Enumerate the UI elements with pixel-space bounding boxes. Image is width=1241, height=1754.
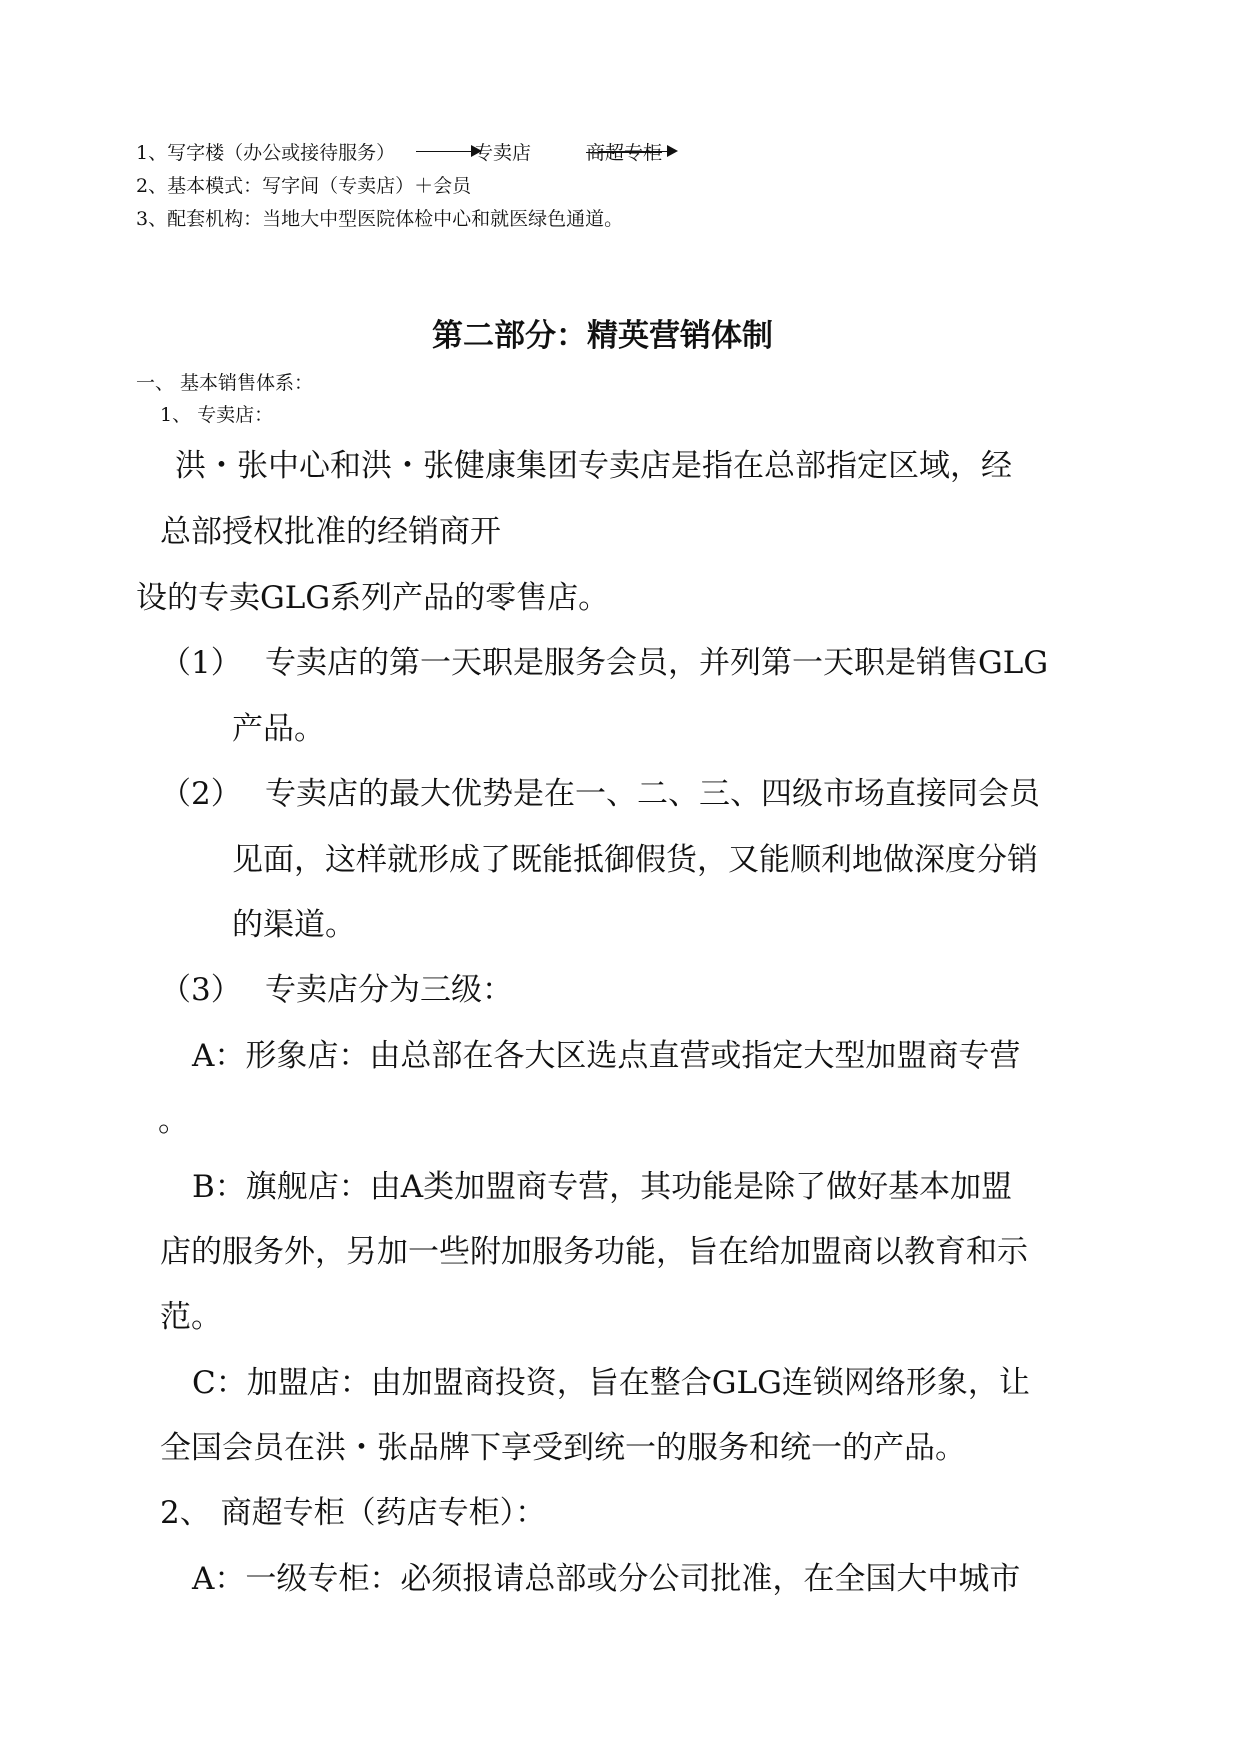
outline-level-1: 一、 基本销售体系： [136, 372, 314, 394]
arrow-right-icon [598, 151, 676, 152]
intro-line-1: 洪・张中心和洪・张健康集团专卖店是指在总部指定区域，经 [175, 448, 1012, 484]
item-1-line-1: 专卖店的第一天职是服务会员，并列第一天职是销售GLG [265, 645, 1049, 681]
item-3-line-1: 专卖店分为三级： [265, 972, 513, 1008]
store-a-line-2: 。 [158, 1103, 189, 1139]
store-b-line-2: 店的服务外，另加一些附加服务功能，旨在给加盟商以教育和示 [160, 1234, 1028, 1270]
section-2-a-line-1: A：一级专柜：必须报请总部或分公司批准，在全国大中城市 [192, 1561, 1021, 1597]
header-line-3: 3、配套机构：当地大中型医院体检中心和就医绿色通道。 [136, 208, 624, 230]
item-2-line-2: 见面，这样就形成了既能抵御假货，又能顺利地做深度分销 [232, 842, 1038, 878]
item-2-number: （2） [160, 776, 242, 812]
header-line-1-part-c: 商超专柜 [586, 142, 663, 164]
intro-line-2: 总部授权批准的经销商开 [160, 514, 501, 550]
item-2-line-3: 的渠道。 [232, 907, 356, 943]
item-1-number: （1） [160, 645, 242, 681]
header-line-2: 2、基本模式：写字间（专卖店）＋会员 [136, 175, 472, 197]
item-1-line-2: 产品。 [232, 711, 325, 747]
item-2-line-1: 专卖店的最大优势是在一、二、三、四级市场直接同会员 [265, 776, 1040, 812]
outline-level-2: 1、 专卖店： [160, 404, 274, 426]
store-c-line-2: 全国会员在洪・张品牌下享受到统一的服务和统一的产品。 [160, 1430, 966, 1466]
arrow-right-icon [416, 151, 480, 152]
section-title: 第二部分：精英营销体制 [432, 318, 773, 354]
store-b-line-3: 范。 [160, 1299, 222, 1335]
store-c-line-1: C：加盟店：由加盟商投资，旨在整合GLG连锁网络形象，让 [192, 1365, 1030, 1401]
store-b-line-1: B：旗舰店：由A类加盟商专营，其功能是除了做好基本加盟 [192, 1169, 1013, 1205]
store-a-line-1: A：形象店：由总部在各大区选点直营或指定大型加盟商专营 [192, 1038, 1021, 1074]
header-line-1-part-a: 1、写字楼（办公或接待服务） [136, 142, 396, 164]
intro-line-3: 设的专卖GLG系列产品的零售店。 [136, 580, 610, 616]
section-2-heading: 2、 商超专柜（药店专柜）： [160, 1495, 547, 1531]
item-3-number: （3） [160, 972, 242, 1008]
header-line-1-part-b: 专卖店 [474, 142, 532, 164]
